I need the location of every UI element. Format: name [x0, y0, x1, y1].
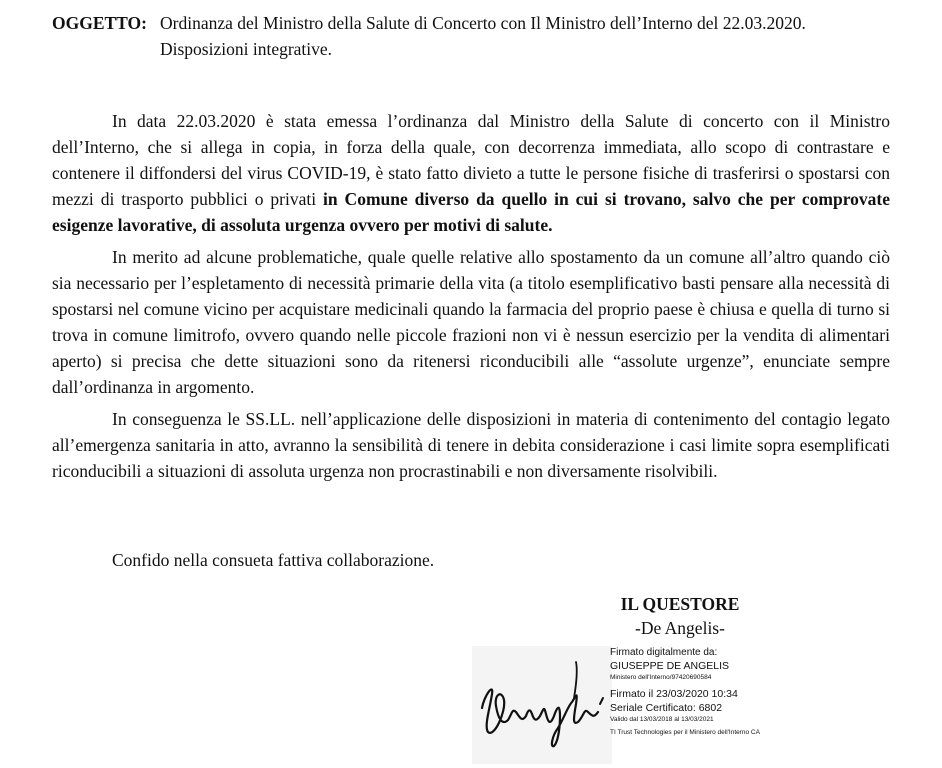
- paragraph-1-emphasis: in Comune diverso da quello in cui si trovano, salvo che per comprovate esigenze lavorative, di assoluta urgenza ovvero per motivi di salute.: [52, 189, 890, 235]
- signer-title: IL QUESTORE: [620, 594, 740, 614]
- certificate-validity: Valido dal 13/03/2018 al 13/03/2021: [610, 716, 714, 723]
- signed-by-label: Firmato digitalmente da:: [610, 647, 718, 658]
- paragraph-3: In conseguenza le SS.LL. nell’applicazione delle disposizioni in materia di contenimento del contagio legato all’emergenza sanitaria in atto, avranno la sensibilità di tenere in debita considerazione i casi limite sopra esemplificati riconducibili a situazioni di assoluta urgenza non procrastinabili e non diversamente risolvibili.: [52, 409, 890, 481]
- subject-title: Ordinanza del Ministro della Salute di Concerto con Il Ministro dell’Interno del 22.03.2020.: [160, 13, 806, 33]
- letter-body: [52, 108, 890, 490]
- subject-subtitle: Disposizioni integrative.: [160, 39, 333, 59]
- digital-signature-block: [472, 646, 772, 764]
- paragraph-2: In merito ad alcune problematiche, quale quelle relative allo spostamento da un comune all’altro quando ciò sia necessario per l’espletamento di necessità primarie della vita (a titolo esemplificativo basti pensare alla necessità di spostarsi nel comune vicino per acquistare medicinali quando la farmacia del proprio paese è chiusa e quella di turno si trova in comune limitrofo, ovvero quando nelle piccole frazioni non vi è nessun esercizio per la vendita di alimentari aperto) si precisa che dette situazioni sono da ritenersi riconducibili alle “assolute urgenze”, enunciate sempre dall’ordinanza in argomento.: [52, 247, 890, 397]
- handwritten-signature-icon: [472, 646, 612, 764]
- subject-block: [52, 10, 922, 62]
- signer-name: -De Angelis-: [635, 618, 725, 638]
- closing-line: Confido nella consueta fattiva collaborazione.: [112, 550, 435, 570]
- certificate-issuer: TI Trust Technologies per il Ministero dell'Interno CA: [610, 729, 760, 736]
- paragraph-1-text: In data 22.03.2020 è stata emessa l’ordinanza dal Ministro della Salute di concerto con il Ministro dell’Interno, che si allega in copia, in forza della quale, con decorrenza immediata, allo scopo di contrastare e contenere il diffondersi del virus COVID-19, è stato fatto divieto a tutte le persone fisiche di trasferirsi o spostarsi con mezzi di trasporto pubblici o privati: [52, 111, 890, 209]
- paragraph-1: [52, 108, 890, 238]
- signature-metadata: [610, 646, 775, 738]
- signer-full-name: GIUSEPPE DE ANGELIS: [610, 660, 730, 672]
- signer-block: [600, 592, 760, 640]
- certificate-serial: Seriale Certificato: 6802: [610, 702, 723, 714]
- signer-organization: Ministero dell'Interno/97420690584: [610, 674, 712, 681]
- signature-date: Firmato il 23/03/2020 10:34: [610, 688, 738, 700]
- subject-label: OGGETTO:: [52, 13, 147, 33]
